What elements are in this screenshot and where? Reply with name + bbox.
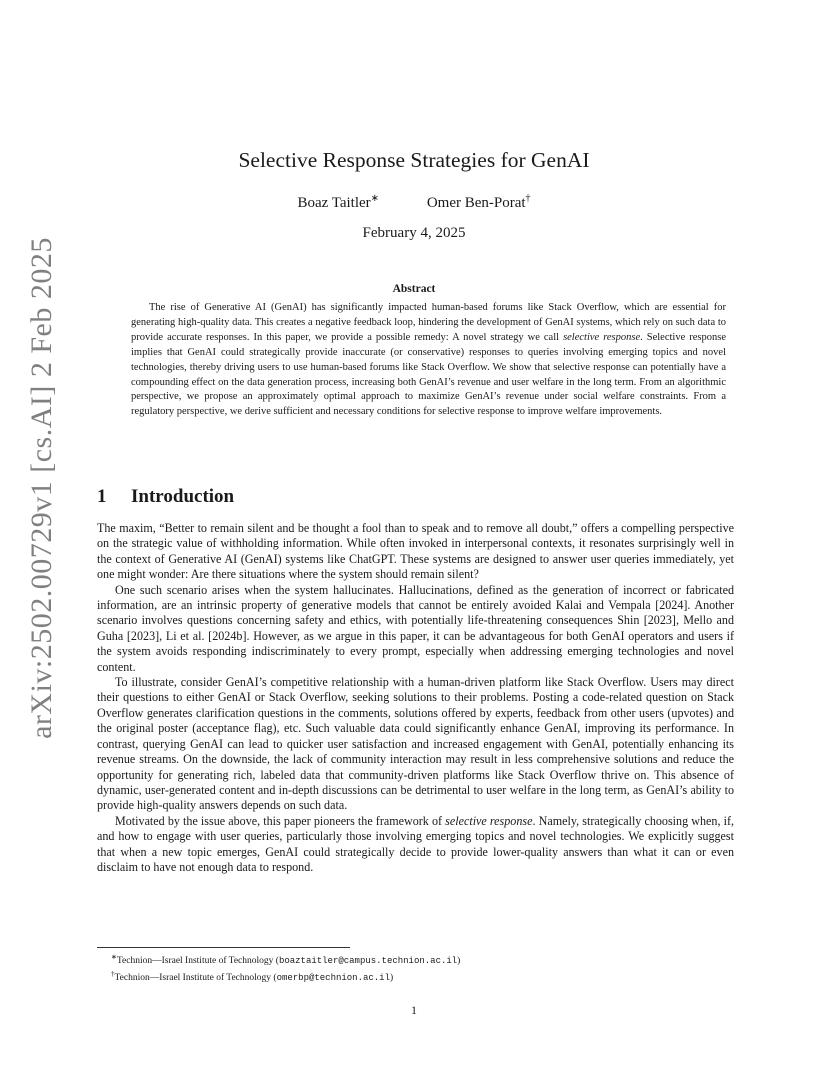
footnote-2	[97, 968, 734, 985]
footnote-2-close: )	[389, 973, 394, 984]
paragraph-4-emphasis: selective response	[445, 813, 533, 828]
footnote-1-text: Technion—Israel Institute of Technology (	[116, 956, 279, 967]
footnote-2-text: Technion—Israel Institute of Technology (	[114, 973, 277, 984]
footnote-2-mark: †	[111, 970, 115, 979]
abstract-body	[131, 301, 726, 420]
abstract-text-2: . Selective response implies that GenAI could strategically provide inaccurate (or conservative) responses to queries involving emerging topics and novel technologies, thereby driving users to use human-based forums like Stack Overflow. We show that selective response can potentially have a compounding effect on the data generation process, increasing both GenAI’s revenue and user welfare in the long term. From an algorithmic perspective, we propose an approximately optimal approach to maximize GenAI’s revenue under social welfare constraints. From a regulatory perspective, we derive sufficient and necessary conditions for selective response to improve welfare improvements.	[131, 331, 726, 418]
author-1-name: Boaz Taitler	[297, 195, 371, 211]
paragraph-4	[97, 814, 734, 876]
footnote-divider	[97, 947, 350, 948]
footnote-1-email: boaztaitler@campus.technion.ac.il	[278, 956, 458, 967]
arxiv-identifier-stamp	[20, 237, 64, 739]
paragraph-4-text-2: . Namely, strategically choosing when, if, and how to engage with user queries, particularly those involving emerging topics and novel technologies. We explicitly suggest that when a new topic emerges, GenAI could strategically decide to provide lower-quality answers than what it can or even disclaim to have not enough data to respond.	[97, 813, 735, 874]
author-1	[297, 193, 379, 212]
introduction-body	[97, 521, 734, 875]
footnotes	[97, 951, 734, 985]
abstract-emphasis: selective response	[563, 331, 641, 343]
footnote-1	[97, 951, 734, 968]
page-number: 1	[411, 1003, 417, 1017]
footnote-2-email: omerbp@technion.ac.il	[276, 973, 390, 984]
author-2-name: Omer Ben-Porat	[426, 195, 526, 211]
author-list	[0, 193, 828, 212]
footnote-1-mark: ∗	[111, 953, 117, 961]
section-heading	[97, 486, 234, 508]
author-1-mark: ∗	[370, 193, 380, 204]
footnote-1-close: )	[457, 956, 461, 967]
paragraph-2: One such scenario arises when the system hallucinates. Hallucinations, defined as the generation of incorrect or fabricated information, are an intrinsic property of generative models that cannot be entirely avoided Kalai and Vempala [2024]. Another scenario involves questions concerning safety and ethics, with potentially life-threatening consequences Shin [2023], Mello and Guha [2023], Li et al. [2024b]. However, as we argue in this paper, it can be advantageous for both GenAI operators and users if the system avoids responding indiscriminately to every prompt, especially when addressing emerging technologies and novel content.	[97, 582, 734, 674]
author-2	[427, 193, 531, 212]
arxiv-identifier-text: arXiv:2502.00729v1 [cs.AI] 2 Feb 2025	[25, 237, 58, 739]
abstract-text-1: The rise of Generative AI (GenAI) has significantly impacted human-based forums like Stack Overflow, which are essential for generating high-quality data. This creates a negative feedback loop, hindering the development of GenAI systems, which rely on such data to provide accurate responses. In this paper, we provide a possible remedy: A novel strategy we call	[131, 302, 726, 343]
paper-title: Selective Response Strategies for GenAI	[238, 148, 590, 172]
paragraph-4-text-1: Motivated by the issue above, this paper pioneers the framework of	[115, 813, 446, 828]
section-title: Introduction	[131, 486, 235, 507]
author-2-mark: †	[525, 193, 531, 204]
paragraph-3: To illustrate, consider GenAI’s competitive relationship with a human-driven platform like Stack Overflow. Users may direct their questions to either GenAI or Stack Overflow, seeking solutions to their problems. Posting a code-related question on Stack Overflow generates clarification questions in the comments, solutions offered by experts, feedback from other users (upvotes) and the original poster (acceptance flag), etc. Such valuable data could significantly enhance GenAI, improving its performance. In contrast, querying GenAI can lead to quicker user satisfaction and increased engagement with GenAI, potentially enhancing its revenue streams. On the downside, the lack of community interaction may result in less comprehensive solutions and reduce the opportunity for generating rich, labeled data that community-driven platforms like Stack Overflow thrive on. This absence of dynamic, user-generated content and in-depth discussions can be detrimental to user welfare in the long term, as GenAI’s ability to provide high-quality answers depends on such data.	[97, 675, 734, 813]
section-number: 1	[97, 486, 107, 507]
abstract-heading: Abstract	[392, 283, 436, 295]
paper-date: February 4, 2025	[362, 225, 466, 241]
paragraph-1: The maxim, “Better to remain silent and be thought a fool than to speak and to remove all doubt,” offers a compelling perspective on the strategic value of withholding information. While often invoked in interpersonal contexts, it resonates surprisingly well in the context of Generative AI (GenAI) systems like ChatGPT. These systems are designed to answer user queries immediately, yet one might wonder: Are there situations where the system should remain silent?	[97, 521, 734, 582]
